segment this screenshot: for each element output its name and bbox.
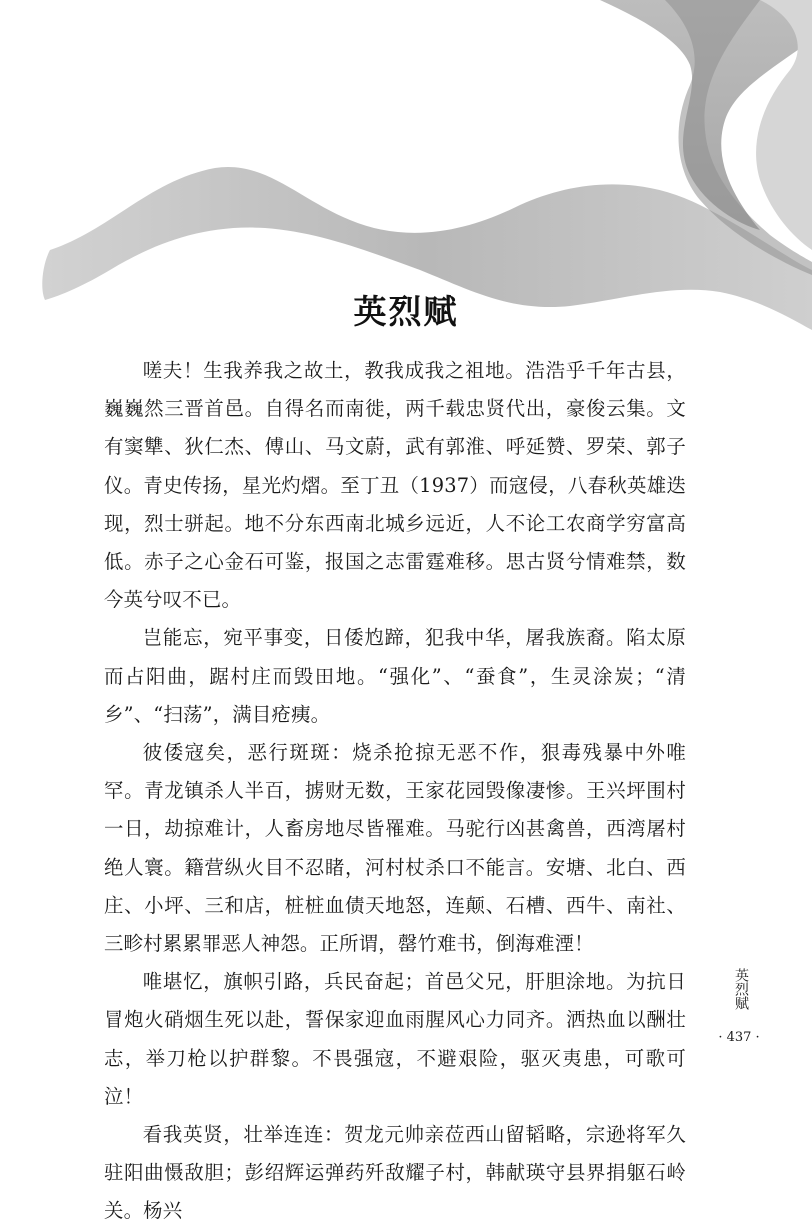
- article-body: [104, 352, 686, 1231]
- paragraph: 唯堪忆，旗帜引路，兵民奋起；首邑父兄，肝胆涂地。为抗日冒炮火硝烟生死以赴，誓保家迎血雨腥风心力同齐。洒热血以酬壮志，举刀枪以护群黎。不畏强寇，不避艰险，驱灭夷患，可歌可泣！: [104, 970, 686, 1108]
- paragraph: 彼倭寇矣，恶行斑斑：烧杀抢掠无恶不作，狠毒残暴中外唯罕。青龙镇杀人半百，掳财无数，王家花园毁像凄惨。王兴坪围村一日，劫掠难计，人畜房地尽皆罹难。马驼行凶甚禽兽，西湾屠村绝人寰。籍营纵火目不忍睹，河村杖杀口不能言。安塘、北白、西庄、小坪、三和店，桩桩血债天地怒，连颠、石槽、西牛、南社、三畛村累累罪恶人神怨。正所谓，罄竹难书，倒海难湮！: [104, 741, 686, 956]
- page-title: 英烈赋: [353, 292, 459, 331]
- decorative-ribbon-graphic: [0, 0, 812, 330]
- paragraph: 看我英贤，壮举连连：贺龙元帅亲莅西山留韬略，宗逊将军久驻阳曲慑敌胆；彭绍辉运弹药歼敌耀子村，韩献瑛守县界捐躯石岭关。杨兴: [104, 1123, 686, 1223]
- running-title: 英烈赋: [733, 968, 749, 1010]
- paragraph: 嗟夫！生我养我之故土，教我成我之祖地。浩浩乎千年古县，巍巍然三晋首邑。自得名而南徙，两千载忠贤代出，豪俊云集。文有窦犨、狄仁杰、傅山、马文蔚，武有郭淮、呼延赞、罗荣、郭子仪。青史传扬，星光灼熠。至丁丑（1937）而寇侵，八春秋英雄迭现，烈士骈起。地不分东西南北城乡远近，人不论工农商学穷富高低。赤子之心金石可鉴，报国之志雷霆难移。思古贤兮情难禁，数今英兮叹不已。: [104, 359, 686, 612]
- paragraph: 岂能忘，宛平事变，日倭尥蹄，犯我中华，屠我族裔。陷太原而占阳曲，踞村庄而毁田地。“强化”、“蚕食”，生灵涂炭；“清乡”、“扫荡”，满目疮痍。: [104, 626, 686, 726]
- page-number: · 437 ·: [718, 1030, 760, 1045]
